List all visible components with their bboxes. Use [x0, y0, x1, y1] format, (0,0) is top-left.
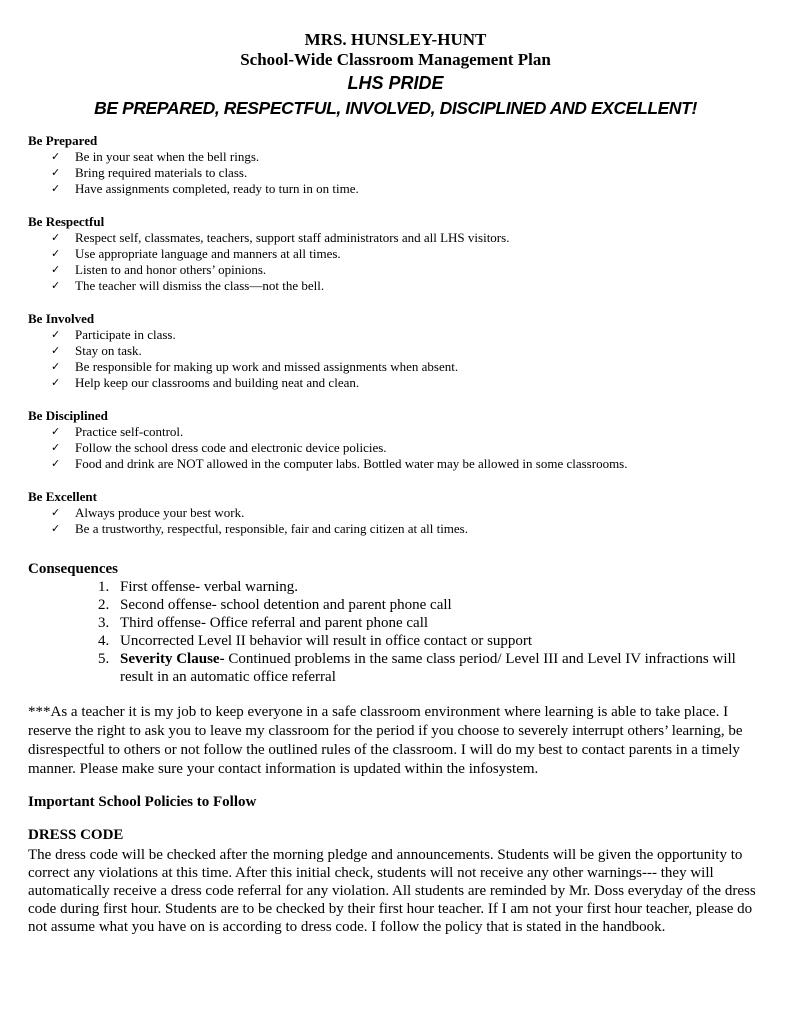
policies-heading: Important School Policies to Follow: [28, 794, 257, 810]
list-item-text: Listen to and honor others’ opinions.: [75, 262, 267, 277]
list-item-text: Be a trustworthy, respectful, responsible, fair and caring citizen at all times.: [75, 521, 468, 536]
document-header: [0, 0, 791, 119]
checkmark-icon: ✓: [51, 247, 61, 260]
rule-section: [28, 214, 768, 294]
consequence-item: [28, 650, 768, 686]
consequence-number: 3.: [98, 615, 110, 631]
list-item-text: Food and drink are NOT allowed in the computer labs. Bottled water may be allowed in some classrooms.: [75, 456, 628, 471]
checkmark-icon: ✓: [51, 506, 61, 519]
list-item: [28, 246, 768, 262]
dress-code-body: The dress code will be checked after the morning pledge and announcements. Students will be given the opportunity to correct any violations at this time. After this initial check, students will not receive any other warnings--- they will automatically receive a dress code referral for any violation. All students are reminded by Mr. Doss everyday of the dress code during first hour. Students are to be checked by their first hour teacher. If I am not your first hour teacher, please do not assume what you have on is according to dress code. I follow the policy that is stated in the handbook.: [28, 847, 756, 935]
list-item-text: Always produce your best work.: [75, 505, 245, 520]
rule-section: [28, 311, 768, 391]
list-item: [28, 343, 768, 359]
rule-section: [28, 133, 768, 197]
section-title: Be Excellent: [28, 489, 97, 504]
section-title: Be Prepared: [28, 133, 98, 148]
list-item-text: The teacher will dismiss the class—not the bell.: [75, 278, 325, 293]
checklist: [28, 230, 768, 294]
list-item-text: Use appropriate language and manners at all times.: [75, 246, 341, 261]
consequence-item: [28, 578, 768, 596]
severity-clause-label: Severity Clause-: [120, 651, 225, 667]
list-item-text: Have assignments completed, ready to turn in on time.: [75, 181, 359, 196]
consequence-text: Second offense- school detention and parent phone call: [120, 597, 452, 613]
consequence-number: 2.: [98, 597, 110, 613]
list-item: [28, 230, 768, 246]
list-item-text: Be in your seat when the bell rings.: [75, 149, 260, 164]
consequence-number: 1.: [98, 579, 110, 595]
checkmark-icon: ✓: [51, 279, 61, 292]
checkmark-icon: ✓: [51, 263, 61, 276]
plan-title: School-Wide Classroom Management Plan: [240, 50, 551, 69]
section-title: Be Disciplined: [28, 408, 108, 423]
checkmark-icon: ✓: [51, 441, 61, 454]
consequence-number: 5.: [98, 651, 110, 667]
consequence-text: First offense- verbal warning.: [120, 579, 299, 595]
consequences-title: Consequences: [28, 561, 119, 577]
list-item: [28, 456, 768, 472]
teacher-name: MRS. HUNSLEY-HUNT: [304, 30, 487, 49]
list-item: [28, 262, 768, 278]
consequence-text: Continued problems in the same class period/ Level III and Level IV infractions will result in an automatic office referral: [120, 651, 736, 685]
list-item: [28, 149, 768, 165]
consequences-list: [28, 578, 768, 686]
checkmark-icon: ✓: [51, 328, 61, 341]
motto-heading: BE PREPARED, RESPECTFUL, INVOLVED, DISCIPLINED AND EXCELLENT!: [94, 98, 697, 118]
consequence-text: Uncorrected Level II behavior will result in office contact or support: [120, 633, 533, 649]
checkmark-icon: ✓: [51, 457, 61, 470]
list-item-text: Help keep our classrooms and building neat and clean.: [75, 375, 360, 390]
checkmark-icon: ✓: [51, 425, 61, 438]
checkmark-icon: ✓: [51, 150, 61, 163]
checklist: [28, 505, 768, 537]
list-item: [28, 181, 768, 197]
consequence-number: 4.: [98, 633, 110, 649]
consequence-text: Third offense- Office referral and parent phone call: [120, 615, 429, 631]
consequences-section: [28, 560, 768, 686]
checkmark-icon: ✓: [51, 360, 61, 373]
rules-sections: [28, 133, 768, 554]
list-item: [28, 505, 768, 521]
pride-heading: LHS PRIDE: [347, 73, 444, 93]
section-title: Be Involved: [28, 311, 95, 326]
list-item: [28, 327, 768, 343]
list-item: [28, 424, 768, 440]
list-item-text: Be responsible for making up work and missed assignments when absent.: [75, 359, 459, 374]
checklist: [28, 424, 768, 472]
list-item-text: Participate in class.: [75, 327, 176, 342]
list-item: [28, 278, 768, 294]
checkmark-icon: ✓: [51, 231, 61, 244]
list-item: [28, 521, 768, 537]
list-item-text: Follow the school dress code and electronic device policies.: [75, 440, 387, 455]
list-item-text: Stay on task.: [75, 343, 142, 358]
checkmark-icon: ✓: [51, 522, 61, 535]
consequence-item: [28, 614, 768, 632]
list-item-text: Bring required materials to class.: [75, 165, 248, 180]
consequence-item: [28, 632, 768, 650]
checkmark-icon: ✓: [51, 166, 61, 179]
list-item-text: Practice self-control.: [75, 424, 184, 439]
section-title: Be Respectful: [28, 214, 105, 229]
list-item: [28, 165, 768, 181]
checkmark-icon: ✓: [51, 376, 61, 389]
teacher-note: ***As a teacher it is my job to keep everyone in a safe classroom environment where learning is able to take place. I reserve the right to ask you to leave my classroom for the period if you choose to severely interrupt others’ learning, be disrespectful to others or not follow the outlined rules of the classroom. I will do my best to contact parents in a timely manner. Please make sure your contact information is updated within the infosystem.: [28, 704, 743, 777]
consequence-item: [28, 596, 768, 614]
checkmark-icon: ✓: [51, 182, 61, 195]
list-item: [28, 359, 768, 375]
list-item: [28, 375, 768, 391]
checklist: [28, 149, 768, 197]
list-item: [28, 440, 768, 456]
rule-section: [28, 489, 768, 537]
checklist: [28, 327, 768, 391]
checkmark-icon: ✓: [51, 344, 61, 357]
list-item-text: Respect self, classmates, teachers, support staff administrators and all LHS visitors.: [75, 230, 510, 245]
rule-section: [28, 408, 768, 472]
dress-code-title: DRESS CODE: [28, 827, 124, 843]
